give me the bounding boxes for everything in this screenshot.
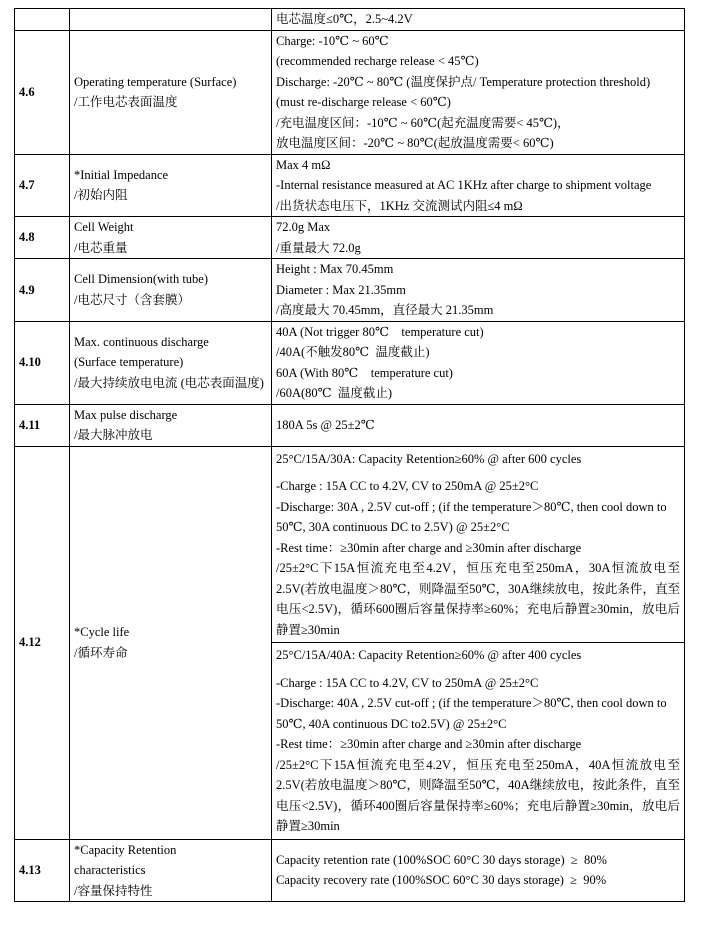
item-label-en: *Capacity Retention: [74, 842, 177, 857]
row-number: 4.7: [15, 154, 70, 217]
item-label-cn: /工作电芯表面温度: [74, 95, 178, 109]
value-line: Height : Max 70.45mm: [276, 262, 394, 276]
item-label-en: characteristics: [74, 863, 146, 877]
row-value: [272, 404, 685, 446]
value-line: Discharge: -20℃ ~ 80℃ (温度保护点/ Temperature protection threshold): [276, 74, 651, 89]
row-item: [70, 154, 272, 217]
value-line: Capacity recovery rate (100%SOC 60°C 30 days storage) ≥ 90%: [276, 873, 607, 888]
value-line: 40A (Not trigger 80℃ temperature cut): [276, 324, 484, 339]
row-item: [70, 404, 272, 446]
row-number: 4.12: [15, 446, 70, 839]
table-row: [15, 404, 685, 446]
value-line: Diameter : Max 21.35mm: [276, 282, 406, 297]
item-label-cn: /电芯重量: [74, 240, 128, 255]
value-line: -Rest time：≥30min after charge and ≥30min after discharge: [276, 540, 582, 555]
row-item: [70, 321, 272, 404]
value-line: /充电温度区间：-10℃ ~ 60℃(起充温度需要< 45℃)，: [276, 115, 570, 130]
item-label-en: Cell Dimension(with tube): [74, 272, 209, 287]
row-number: 4.11: [15, 404, 70, 446]
row-item: [70, 30, 272, 154]
table-row: [15, 321, 685, 404]
table-row: [15, 154, 685, 217]
item-label-en: Cell Weight: [74, 220, 134, 234]
row-number: 4.9: [15, 259, 70, 322]
value-line: -Discharge: 40A , 2.5V cut-off ; (if the temperature＞80℃, then cool down to 50℃, 40A continuous DC to2.5V) @ 25±2°C: [276, 696, 667, 731]
value-line: Max 4 mΩ: [276, 157, 331, 172]
spec-table: [14, 8, 685, 902]
spacer: [276, 666, 680, 673]
value-line: (must re-discharge release < 60℃): [276, 95, 451, 109]
value-line: 25°C/15A/40A: Capacity Retention≥60% @ after 400 cycles: [276, 648, 582, 662]
item-label-en: *Initial Impedance: [74, 167, 169, 182]
item-label-en: Max. continuous discharge: [74, 334, 209, 349]
row-value: [272, 154, 685, 217]
table-row: [15, 217, 685, 259]
row-value: [272, 321, 685, 404]
cycle-block-b: [272, 643, 685, 840]
value-line: /25±2°C下15A恒流充电至4.2V，恒压充电至250mA，30A恒流放电至2.5V(若放电温度＞80℃，则降温至50℃，30A继续放电，按此条件，直至电压<2.5V)，循环600圈后容量保持率≥60%；充电后静置≥30min，放电后静置≥30min: [276, 561, 680, 637]
value-line: /60A(80℃ 温度截止): [276, 386, 393, 400]
row-item: [70, 259, 272, 322]
row-number: [15, 9, 70, 31]
row-item: [70, 9, 272, 31]
item-label-en: *Cycle life: [74, 625, 130, 639]
row-number: 4.6: [15, 30, 70, 154]
row-number: 4.8: [15, 217, 70, 259]
value-line: Charge: -10℃ ~ 60℃: [276, 33, 389, 48]
cycle-block-a: [272, 446, 685, 643]
table-row: [15, 446, 685, 643]
item-label-en: (Surface temperature): [74, 355, 184, 370]
row-number: 4.10: [15, 321, 70, 404]
row-value: [272, 30, 685, 154]
value-line: Capacity retention rate (100%SOC 60°C 30 days storage) ≥ 80%: [276, 852, 607, 867]
item-label-en: Max pulse discharge: [74, 407, 178, 422]
value-line: /高度最大 70.45mm，直径最大 21.35mm: [276, 303, 494, 317]
value-line: 25°C/15A/30A: Capacity Retention≥60% @ after 600 cycles: [276, 451, 582, 466]
row-value: [272, 9, 685, 31]
spacer: [276, 469, 680, 476]
value-line: 180A 5s @ 25±2℃: [276, 417, 375, 432]
item-label-cn: /最大持续放电电流 (电芯表面温度): [74, 375, 264, 390]
row-item: [70, 839, 272, 902]
item-label-cn: /电芯尺寸（含套膜）: [74, 292, 190, 307]
value-line: -Charge : 15A CC to 4.2V, CV to 250mA @ 25±2°C: [276, 675, 539, 690]
table-row: [15, 839, 685, 902]
value-line: /25±2°C下15A恒流充电至4.2V，恒压充电至250mA，40A恒流放电至2.5V(若放电温度＞80℃，则降温至50℃，40A继续放电，按此条件，直至电压<2.5V)，循环400圈后容量保持率≥60%；充电后静置≥30min，放电后静置≥30min: [276, 757, 680, 833]
item-label-cn: /初始内阻: [74, 188, 128, 203]
item-label-cn: /循环寿命: [74, 645, 128, 660]
value-line: /出货状态电压下，1KHz 交流测试内阻≤4 mΩ: [276, 198, 523, 213]
value-line: /重量最大 72.0g: [276, 240, 361, 255]
row-value: [272, 839, 685, 902]
row-value: [272, 259, 685, 322]
value-line: -Internal resistance measured at AC 1KHz after charge to shipment voltage: [276, 178, 652, 192]
item-label-cn: /最大脉冲放电: [74, 428, 153, 442]
value-line: 电芯温度≤0℃，2.5~4.2V: [276, 12, 413, 26]
item-label-cn: /容量保持特性: [74, 883, 153, 898]
value-line: (recommended recharge release < 45℃): [276, 54, 479, 68]
value-line: -Rest time：≥30min after charge and ≥30min after discharge: [276, 737, 582, 751]
row-number: 4.13: [15, 839, 70, 902]
value-line: 72.0g Max: [276, 220, 331, 234]
value-line: 放电温度区间：-20℃ ~ 80℃(起放温度需要< 60℃): [276, 136, 554, 150]
item-label-en: Operating temperature (Surface): [74, 74, 237, 89]
row-item: [70, 217, 272, 259]
value-line: -Charge : 15A CC to 4.2V, CV to 250mA @ 25±2°C: [276, 479, 539, 493]
table-row: [15, 30, 685, 154]
row-item: [70, 446, 272, 839]
table-row: [15, 259, 685, 322]
value-line: /40A(不触发80℃ 温度截止): [276, 345, 430, 359]
table-row: [15, 9, 685, 31]
row-value: [272, 217, 685, 259]
value-line: -Discharge: 30A , 2.5V cut-off ; (if the temperature＞80℃, then cool down to 50℃, 30A continuous DC to 2.5V) @ 25±2°C: [276, 499, 667, 534]
value-line: 60A (With 80℃ temperature cut): [276, 365, 453, 380]
